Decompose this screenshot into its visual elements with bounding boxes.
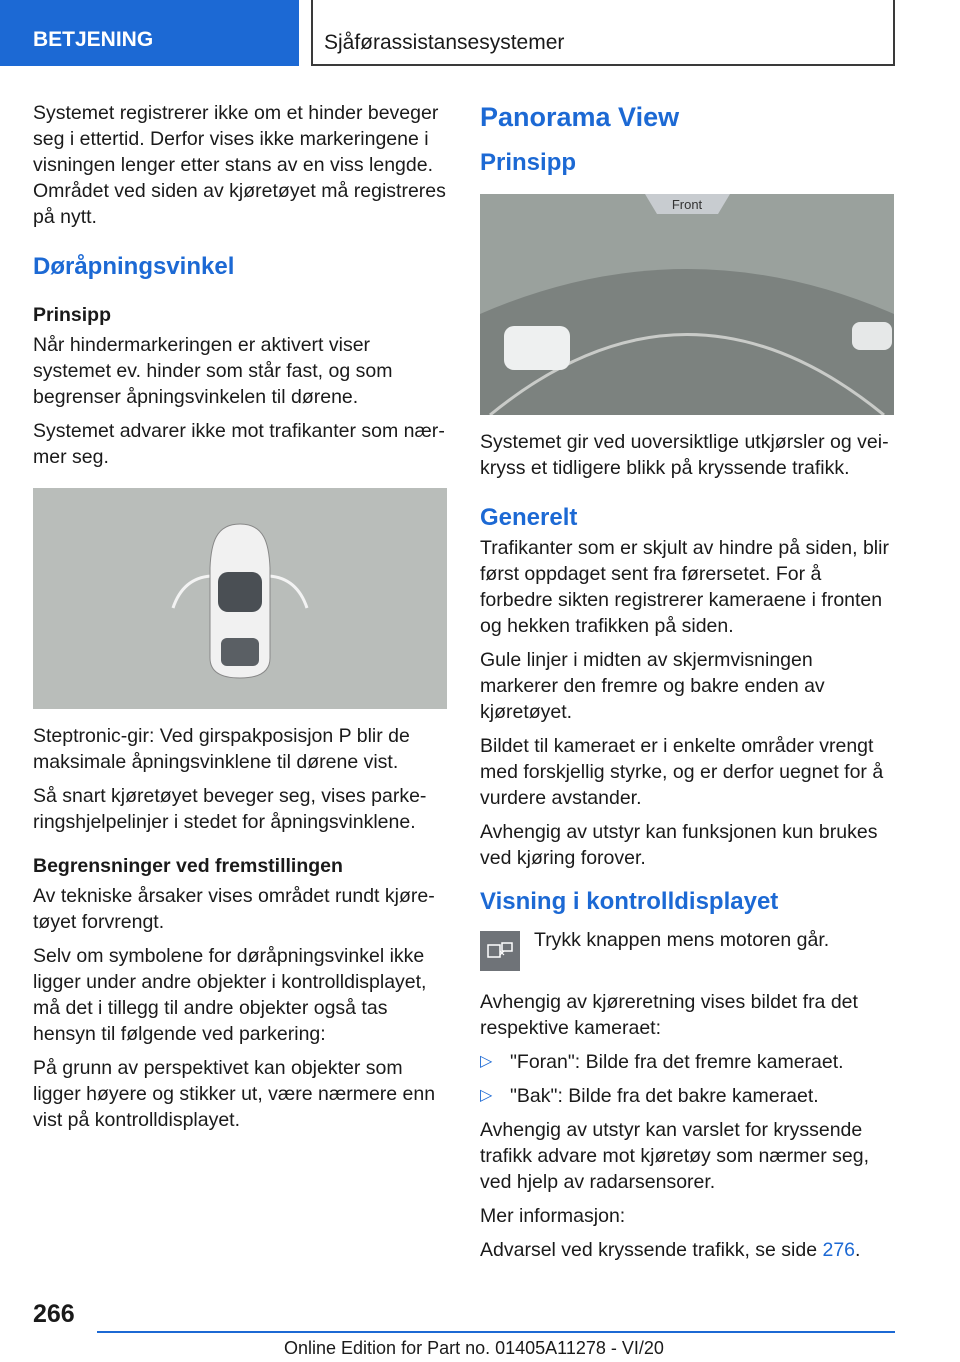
heading-panorama-view: Panorama View bbox=[480, 102, 680, 132]
heading-door-angle: Døråpningsvinkel bbox=[33, 253, 235, 280]
paragraph: Avhengig av utstyr kan funksjonen kun brukes ved kjøring forover. bbox=[480, 821, 878, 869]
left-column bbox=[33, 100, 449, 1141]
triangle-bullet-icon: ▷ bbox=[480, 1053, 493, 1070]
paragraph: Når hindermarkeringen er aktivert viser systemet ev. hinder som står fast, og som begrenser åpningsvinkelen til dørene. bbox=[33, 334, 393, 408]
heading-principle: Prinsipp bbox=[480, 149, 577, 176]
chapter-title: Sjåførassistansesystemer bbox=[324, 31, 565, 54]
triangle-bullet-icon: ▷ bbox=[480, 1087, 493, 1104]
right-column bbox=[480, 100, 896, 1271]
list-item-text: "Foran": Bilde fra det fremre kameraet. bbox=[510, 1051, 844, 1073]
footer-divider bbox=[97, 1331, 895, 1333]
reference-text: Advarsel ved kryssende trafikk, se side bbox=[480, 1239, 823, 1261]
section-label: BETJENING bbox=[33, 28, 154, 51]
paragraph: Mer informasjon: bbox=[480, 1205, 626, 1227]
paragraph: Steptronic-gir: Ved girspakposisjon P blir de maksimale åpningsvinklene til dørene vist. bbox=[33, 725, 410, 773]
paragraph: Bildet til kameraet er i enkelte områder vrengt med forskjellig styrke, og er derfor uegnet for å vurdere avstander. bbox=[480, 735, 884, 809]
footer-edition: Online Edition for Part no. 01405A11278 - VI/20 bbox=[284, 1338, 664, 1358]
cross-reference bbox=[480, 1237, 896, 1263]
list-item bbox=[480, 1083, 896, 1109]
paragraph: Så snart kjøretøyet beveger seg, vises parkeringshjelpelinjer i stedet for åpningsvinklene. bbox=[33, 785, 427, 833]
heading-principle: Prinsipp bbox=[33, 304, 112, 326]
paragraph: Avhengig av kjøreretning vises bildet fra det respektive kameraet: bbox=[480, 991, 858, 1039]
list-item-text: "Bak": Bilde fra det bakre kameraet. bbox=[510, 1085, 819, 1107]
camera-button-row bbox=[480, 927, 896, 971]
paragraph: Systemet gir ved uoversiktlige utkjørsler og veikryss et tidligere blikk på kryssende trafikk. bbox=[480, 431, 889, 479]
camera-button-icon bbox=[480, 931, 520, 971]
paragraph: Systemet advarer ikke mot trafikanter som nærmer seg. bbox=[33, 420, 445, 468]
reference-suffix: . bbox=[855, 1239, 861, 1261]
paragraph: Av tekniske årsaker vises området rundt kjøretøyet forvrengt. bbox=[33, 885, 435, 933]
paragraph: På grunn av perspektivet kan objekter som ligger høyere og stikker ut, være nærmere enn vist på kontrolldisplayet. bbox=[33, 1057, 436, 1131]
paragraph: Gule linjer i midten av skjermvisningen markerer den fremre og bakre enden av kjøretøyet. bbox=[480, 649, 825, 723]
list-item bbox=[480, 1049, 896, 1075]
button-instruction: Trykk knappen mens motoren går. bbox=[534, 929, 830, 951]
section-tab bbox=[0, 0, 299, 66]
heading-control-display: Visning i kontrolldisplayet bbox=[480, 888, 779, 915]
front-label: Front bbox=[671, 197, 703, 212]
paragraph: Selv om symbolene for døråpningsvinkel ikke ligger under andre objekter i kontrolldisplayet, må det i tillegg til andre objekter også tas hensyn til følgende ved parkering: bbox=[33, 945, 427, 1045]
page-link[interactable]: 276 bbox=[822, 1239, 856, 1261]
heading-limitations: Begrensninger ved fremstillingen bbox=[33, 855, 343, 877]
heading-general: Generelt bbox=[480, 504, 578, 531]
paragraph: Avhengig av utstyr kan varslet for kryssende trafikk advare mot kjøretøy som nærmer seg, ved hjelp av radarsensorer. bbox=[480, 1119, 870, 1193]
page-number: 266 bbox=[33, 1300, 75, 1328]
panorama-view-illustration bbox=[480, 194, 894, 415]
paragraph: Systemet registrerer ikke om et hinder beveger seg i ettertid. Derfor vises ikke markeringene i visningen lenger etter stans av en viss lengde. Området ved siden av kjøretøyet må registreres på nytt. bbox=[33, 102, 446, 228]
door-angle-illustration bbox=[33, 488, 447, 709]
paragraph: Trafikanter som er skjult av hindre på siden, blir først oppdaget sent fra førersetet. For å forbedre sikten registrerer kameraene i fronten og hekken trafikken på siden. bbox=[480, 537, 889, 637]
